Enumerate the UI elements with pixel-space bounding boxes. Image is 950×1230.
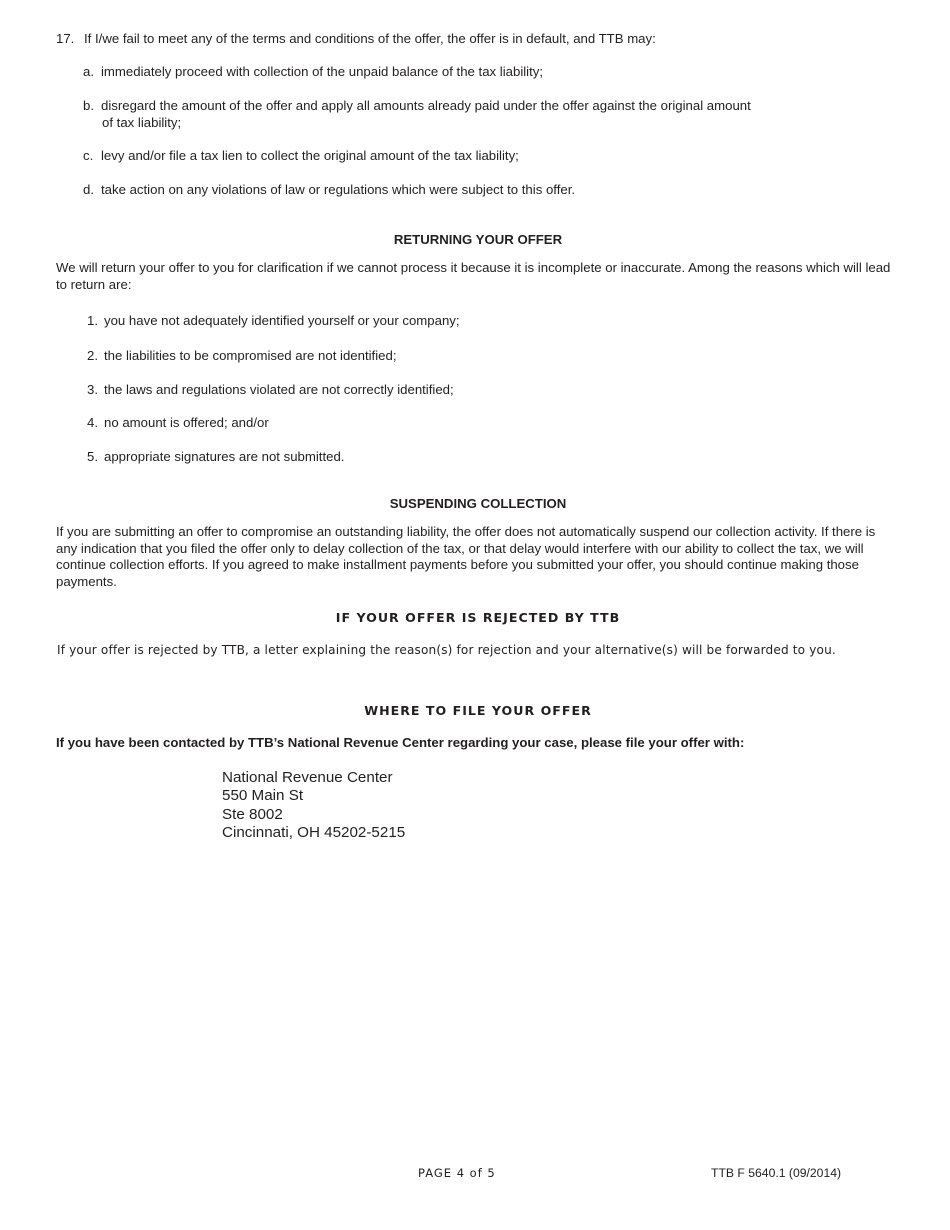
address-line-2: 550 Main St [222,787,304,805]
clause-item-b [83,98,823,131]
rejected-heading: IF YOUR OFFER IS REJECTED BY TTB [335,610,621,625]
mailing-address [222,769,405,843]
item-text: immediately proceed with collection of the unpaid balance of the tax liability; [101,64,544,79]
clause-item-a [83,64,823,81]
reason-number: 4. [87,415,98,430]
reason-text: the laws and regulations violated are not correctly identified; [104,382,454,397]
reason-number: 2. [87,348,98,363]
clause-text: If I/we fail to meet any of the terms and conditions of the offer, the offer is in default, and TTB may: [84,31,656,46]
clause-item-d [83,182,823,199]
item-letter: c. [83,148,94,163]
reason-number: 5. [87,449,98,464]
item-letter: d. [83,182,94,197]
return-reason-5 [87,449,787,466]
returning-intro: We will return your offer to you for clarification if we cannot process it because it is incomplete or inaccurate. Among the reasons which will lead to return are: [56,260,891,292]
item-text: take action on any violations of law or regulations which were subject to this offer. [101,182,576,197]
suspending-heading: SUSPENDING COLLECTION [389,496,567,511]
return-reason-4 [87,415,787,432]
clause-17 [56,31,896,48]
return-reason-3 [87,382,787,399]
reason-text: appropriate signatures are not submitted. [104,449,345,464]
returning-heading: RETURNING YOUR OFFER [393,232,563,247]
form-identifier: TTB F 5640.1 (09/2014) [711,1166,842,1180]
reason-text: the liabilities to be compromised are not identified; [104,348,397,363]
where-to-file-heading: WHERE TO FILE YOUR OFFER [364,703,592,718]
address-line-1: National Revenue Center [222,769,393,786]
reason-number: 3. [87,382,98,397]
item-text: disregard the amount of the offer and apply all amounts already paid under the offer against the original amount [101,98,751,113]
address-line-3: Ste 8002 [222,805,283,823]
item-text: levy and/or file a tax lien to collect the original amount of the tax liability; [101,148,519,163]
where-to-file-instruction: If you have been contacted by TTB’s National Revenue Center regarding your case, please file your offer with: [56,735,745,750]
clause-item-c [83,148,823,165]
item-letter: b. [83,98,94,113]
return-reason-2 [87,348,787,365]
return-reason-1 [87,313,787,330]
suspending-text: If you are submitting an offer to compromise an outstanding liability, the offer does not automatically suspend our collection activity. If there is any indication that you filed the offer only to delay collection of the tax, or that delay would interfere with our ability to collect the tax, we will continue collection efforts. If you agreed to make installment payments before you submitted your offer, you should continue making those payments. [56,524,876,589]
item-letter: a. [83,64,94,79]
reason-number: 1. [87,313,98,328]
rejected-text: If your offer is rejected by TTB, a letter explaining the reason(s) for rejection and your alternative(s) will be forwarded to you. [57,643,836,657]
clause-number: 17. [56,31,75,46]
reason-text: no amount is offered; and/or [104,415,269,430]
page-number: PAGE 4 of 5 [418,1166,496,1180]
address-line-4: Cincinnati, OH 45202-5215 [222,824,406,842]
reason-text: you have not adequately identified yourself or your company; [104,313,460,328]
item-text-continued: of tax liability; [102,114,182,130]
